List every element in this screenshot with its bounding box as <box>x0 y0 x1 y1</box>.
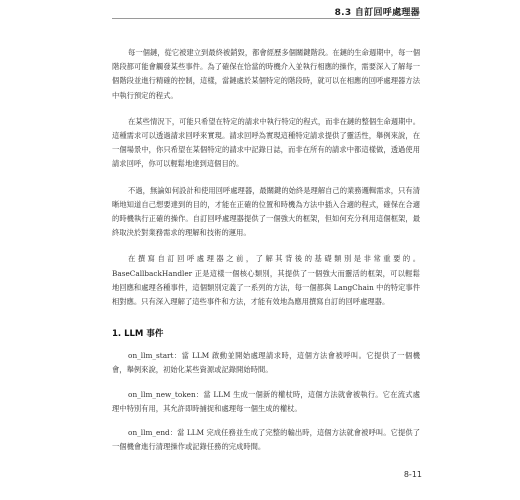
event-on-llm-new-token: on_llm_new_token：當 LLM 生成一個新的權杖時，這個方法就會被執行。它在流式處理中特別有用，其允許即時捕捉和處理每一個生成的權杖。 <box>112 389 420 413</box>
page-number: 8-11 <box>403 470 422 479</box>
event-on-llm-start: on_llm_start：當 LLM 啟動並開始處理請求時，這個方法會被呼叫。它提供了一個機會，舉例來說，初始化某些資源或記錄開始時間。 <box>112 351 420 375</box>
event-on-llm-end: on_llm_end：當 LLM 完成任務並生成了完整的輸出時，這個方法就會被呼叫。它提供了一個機會進行清理操作或記錄任務的完成時間。 <box>112 428 420 452</box>
paragraph-base-callback-handler: 在撰寫自訂回呼處理器之前，了解其背後的基礎類別是非常重要的。BaseCallbackHandler 正是這樣一個核心類別，其提供了一個強大而靈活的框架，可以輕鬆地回應和處理各種事件，這個類別定義了一系列的方法，每一個都與 LangChain 中的特定事件相對應。只有深入理解了這些事件和方法，才能有效地為應用撰寫自訂的回呼處理器。 <box>112 254 420 307</box>
paragraph-chain-lifecycle: 每一個鏈，從它被建立到最終被銷毀，都會經歷多個關鍵階段。在鏈的生命週期中，每一個階段都可能會觸發某些事件。為了確保在恰當的時機介入並執行相應的操作，需要深入了解每一個階段並進行精確的控制，這樣，當鏈處於某個特定的階段時，就可以在相應的回呼處理器方法中執行預定的程式。 <box>112 48 420 100</box>
page-body <box>112 46 420 464</box>
paragraph-request-callbacks: 在某些情況下，可能只希望在特定的請求中執行特定的程式，而非在鏈的整個生命週期中。這種需求可以透過請求回呼來實現。請求回呼為實現這種特定請求提供了靈活性，舉例來說，在一個場景中，你只希望在某個特定的請求中記錄日誌，而非在所有的請求中都這樣做，透過使用請求回呼，你可以輕鬆地達到這個目的。 <box>112 116 420 169</box>
chapter-section-title: 8.3 自訂回呼處理器 <box>334 8 420 18</box>
section-heading-llm-events: 1. LLM 事件 <box>112 329 164 340</box>
page-header <box>0 0 520 22</box>
paragraph-business-logic: 不過，無論如何設計和使用回呼處理器，最關鍵的始終是理解自己的業務邏輯需求，只有清晰地知道自己想要達到的目的，才能在正確的位置和時機為方法中插入合適的程式，確保在合適的時機執行正確的操作。自訂回呼處理器提供了一個強大的框架，但如何充分利用這個框架，最終取決於對業務需求的理解和技術的運用。 <box>112 185 420 238</box>
header-rule <box>112 18 420 19</box>
